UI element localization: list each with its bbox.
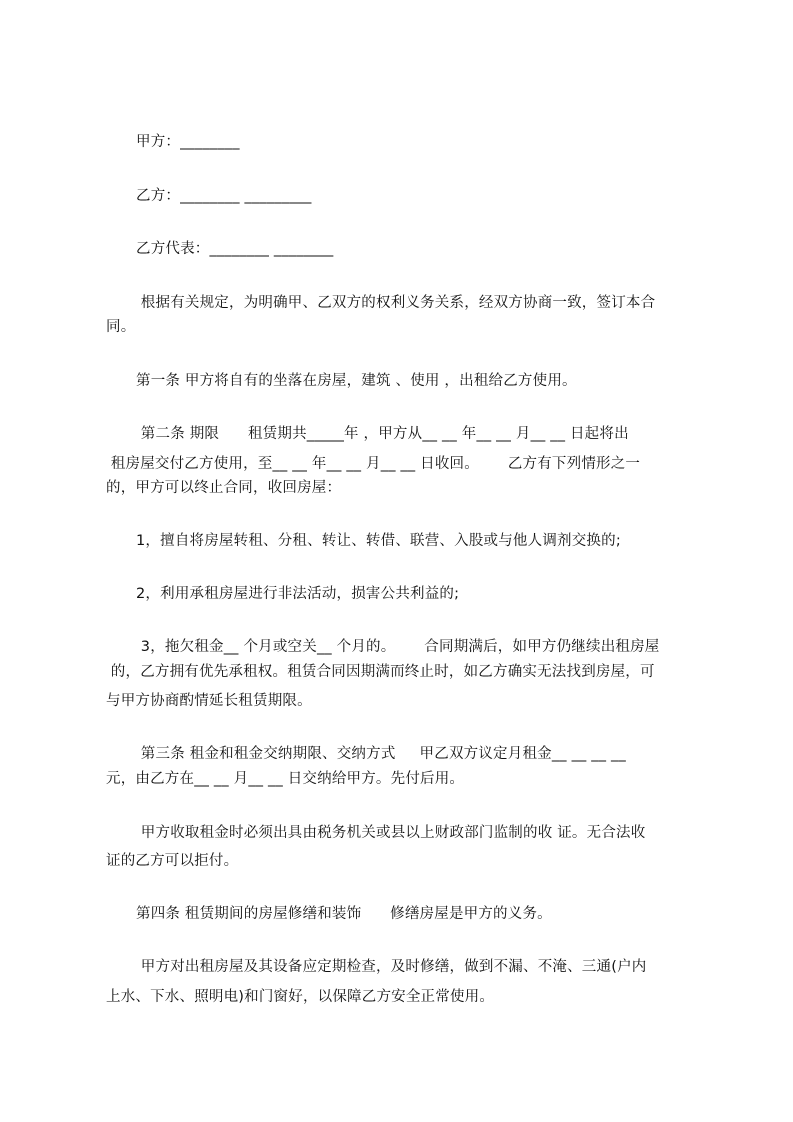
rent-receipt-line-1: 甲方收取租金时必须出具由税务机关或县以上财政部门监制的收 证。无合法收	[136, 825, 646, 841]
repair-line-2: 上水、下水、照明电)和门窗好，以保障乙方安全正常使用。	[106, 989, 495, 1005]
article-3-line-1: 第三条 租金和租金交纳期限、交纳方式 甲乙双方议定月租金__ __ __ __	[136, 746, 626, 762]
party-b-representative-line: 乙方代表：________ ________	[136, 241, 334, 257]
clause-1: 1，擅自将房屋转租、分租、转让、转借、联营、入股或与他人调剂交换的;	[136, 533, 621, 549]
repair-line-1: 甲方对出租房屋及其设备应定期检查，及时修缮，做到不漏、不淹、三通(户内	[136, 959, 647, 975]
article-2-line-1: 第二条 期限 租赁期共_____年 ，甲方从__ __ 年__ __ 月__ __ 日起将出	[136, 426, 629, 442]
rent-receipt-line-2: 证的乙方可以拒付。	[106, 853, 239, 869]
article-2-line-2: 租房屋交付乙方使用，至__ __ 年__ __ 月__ __ 日收回。 乙方有下列情形之一	[106, 456, 641, 472]
article-1: 第一条 甲方将自有的坐落在房屋，建筑 、使用 ，出租给乙方使用。	[136, 373, 577, 389]
party-a-line: 甲方：________	[136, 134, 240, 150]
article-4: 第四条 租赁期间的房屋修缮和装饰 修缮房屋是甲方的义务。	[136, 906, 552, 922]
party-b-line: 乙方：________ _________	[136, 188, 312, 204]
clause-3-line-1: 3，拖欠租金__ 个月或空关__ 个月的。 合同期满后，如甲方仍继续出租房屋	[136, 639, 660, 655]
clause-3-line-3: 与甲方协商酌情延长租赁期限。	[106, 693, 312, 709]
preamble-line-1: 根据有关规定，为明确甲、乙双方的权利义务关系，经双方协商一致，签订本合	[136, 295, 656, 311]
article-2-line-3: 的，甲方可以终止合同，收回房屋：	[106, 480, 342, 496]
clause-2: 2，利用承租房屋进行非法活动，损害公共利益的;	[136, 586, 460, 602]
clause-3-line-2: 的，乙方拥有优先承租权。租赁合同因期满而终止时，如乙方确实无法找到房屋，可	[106, 664, 655, 680]
article-3-line-2: 元，由乙方在__ __ 月__ __ 日交纳给甲方。先付后用。	[106, 771, 465, 787]
preamble-line-2: 同。	[106, 319, 136, 335]
